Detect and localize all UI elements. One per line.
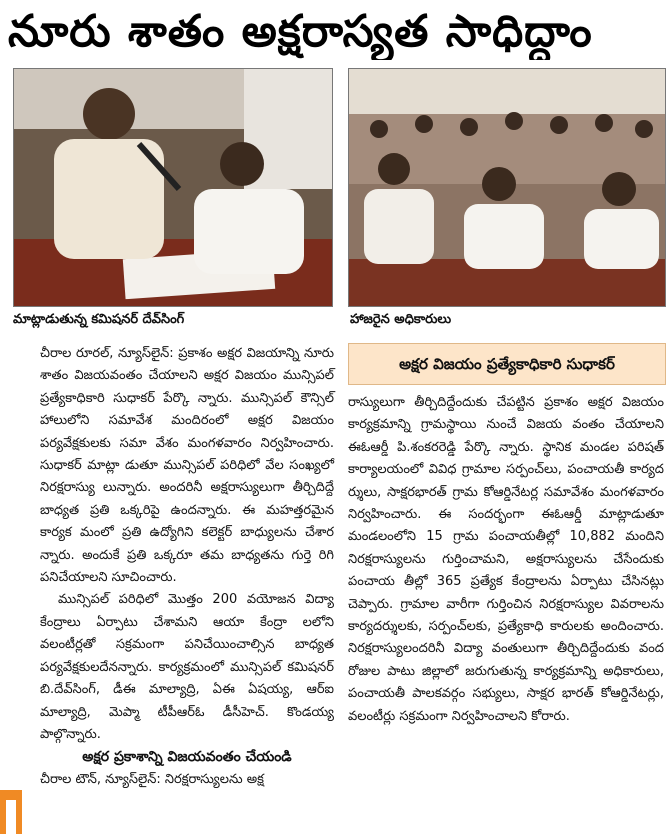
accent-bar: [0, 790, 22, 834]
photo-commissioner-speaking: [13, 68, 333, 307]
article-paragraph: చీరాల టౌన్, న్యూస్‌లైన్: నిరక్షరాస్యులను అక్ష: [40, 771, 264, 787]
article-right-column: [348, 392, 664, 728]
article-left-column: [40, 343, 334, 791]
photo-caption-left: మాట్లాడుతున్న కమిషనర్ దేవ్‌సింగ్: [13, 312, 185, 327]
headline: నూరు శాతం అక్షరాస్యత సాధిద్దాం: [8, 6, 593, 57]
article-paragraph: రాస్యులుగా తీర్చిదిద్దేందుకు చేపట్టిన ప్రకాశం అక్షర విజయం కార్యక్రమాన్ని గ్రామస్థాయి నుంచే విజయ వంతం చేయాలని ఈఓఆర్డీ పి.శంకరరెడ్డి పేర్కొ న్నారు. స్థానిక మండల పరిషత్ కార్యాలయంలో వివిధ గ్రామాల సర్పంచ్‌లు, పంచాయతీ కార్యద ర్శులు, సాక్షరభారత్ గ్రామ కోఆర్డినేటర్ల సమావేశం మంగళవారం నిర్వహించారు. ఈ సందర్భంగా ఈఓఆర్డీ మాట్లాడుతూ మండలంలోని 15 గ్రామ పంచాయతీల్లో 10,882 మందిని నిరక్షరాస్యులను గుర్తించామని, అక్షరాస్యులను చేసేందుకు పంచాయ తీల్లో 365 ప్రత్యేక కేంద్రాలను ఏర్పాటు చేసినట్లు చెప్పారు. గ్రామాల వారీగా గుర్తించిన నిరక్షరాస్యుల వివరాలను కార్యదర్శులకు, సర్పంచ్‌లకు, ప్రత్యేకాధి కారులకు అందించారు. నిరక్షరాస్యులందరినీ విద్యా వంతులుగా తీర్చిదిద్దేందుకు వంద రోజుల పాటు జిల్లాలో జరుగుతున్న కార్యక్రమాన్ని అధికారులు, పంచాయతీ పాలకవర్గం సభ్యులు, సాక్షర భారత్ కోఆర్డినేటర్లు, వలంటీర్లు సక్రమంగా నిర్వహించాలని కోరారు.: [348, 395, 664, 724]
subhead-box: అక్షర విజయం ప్రత్యేకాధికారి సుధాకర్: [348, 343, 666, 385]
secondary-headline: అక్షర ప్రకాశాన్ని విజయవంతం చేయండి: [82, 749, 292, 766]
photo-officials-attending: [348, 68, 666, 307]
photo-caption-right: హాజరైన అధికారులు: [350, 312, 452, 327]
article-paragraph: చీరాల రూరల్, న్యూస్‌లైన్: ప్రకాశం అక్షర విజయాన్ని నూరు శాతం విజయవంతం చేయాలని అక్షర విజయం మున్సిపల్ ప్రత్యేకాధికారి సుధాకర్ పేర్కొ న్నారు. మున్సిపల్ కౌన్సిల్ హాలులోని సమావేశ మందిరంలో అక్షర విజయం పర్యవేక్షకులకు సమా వేశం మంగళవారం నిర్వహించారు. సుధాకర్ మాట్లా డుతూ మున్సిపల్ పరిధిలో వేల సంఖ్యలో నిరక్షరాస్యు లున్నారు. అందరినీ అక్షరాస్యులుగా తీర్చిదిద్దే బాధ్యత ప్రతి ఒక్కరిపై ఉందన్నారు. ఈ మహత్తరమైన కార్యక మంలో ప్రతి ఉద్యోగిని కలెక్టర్ బాధ్యులను చేశార న్నారు. అందుకే ప్రతి ఒక్కరూ తమ బాధ్యతను గుర్తె రిగి పనిచేయాలని సూచించారు.: [40, 346, 334, 586]
article-paragraph: మున్సిపల్ పరిధిలో మొత్తం 200 వయోజన విద్యా కేంద్రాలు ఏర్పాటు చేశామని ఆయా కేంద్రా లలోని వలంటీర్లతో సక్రమంగా పనిచేయించాల్సిన బాధ్యత పర్యవేక్షకులదేనన్నారు. కార్యక్రమంలో మున్సిపల్ కమిషనర్ బి.దేవ్‌సింగ్, డీఈ మాల్యాద్రి, ఏఈ ఏషయ్య, ఆర్‌ఐ మాల్యాద్రి, మెప్మా టీపీఆర్‌ఓ డీసీహెచ్. కొండయ్య పాల్గొన్నారు.: [40, 592, 334, 742]
